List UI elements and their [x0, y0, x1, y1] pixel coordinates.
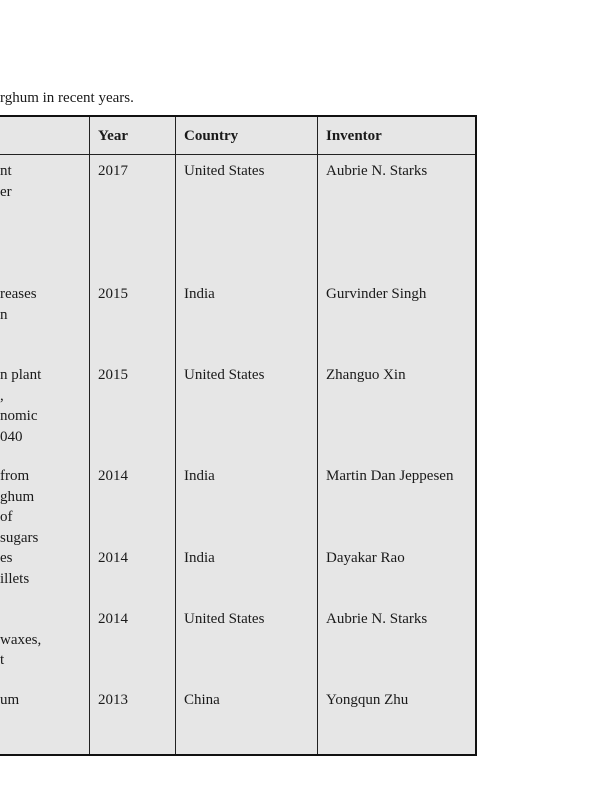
- country-cell: India: [184, 286, 215, 302]
- header-divider: [0, 154, 475, 155]
- description-line: n plant: [0, 367, 42, 383]
- year-cell: 2014: [98, 611, 128, 627]
- column-divider: [175, 117, 176, 754]
- year-cell: 2015: [98, 286, 128, 302]
- country-cell: India: [184, 468, 215, 484]
- description-cell: [0, 548, 29, 589]
- country-cell: United States: [184, 611, 265, 627]
- inventions-table: [0, 115, 477, 756]
- country-cell: India: [184, 550, 215, 566]
- year-cell: 2014: [98, 468, 128, 484]
- column-divider: [317, 117, 318, 754]
- inventor-cell: Aubrie N. Starks: [326, 611, 428, 627]
- description-line: illets: [0, 570, 30, 587]
- description-line: nt: [0, 163, 12, 179]
- description-line: nomic: [0, 408, 38, 424]
- description-line: t: [0, 652, 5, 668]
- description-line: n: [0, 306, 8, 323]
- inventor-cell: Aubrie N. Starks: [326, 163, 428, 179]
- inventor-cell: Zhanguo Xin: [326, 367, 406, 383]
- country-cell: United States: [184, 163, 265, 179]
- country-cell: United States: [184, 367, 265, 383]
- description-line: ghum: [0, 488, 35, 505]
- description-line: ,: [0, 387, 4, 404]
- description-line: waxes,: [0, 631, 42, 648]
- header-country: Country: [184, 128, 239, 144]
- description-cell: [0, 690, 19, 711]
- year-cell: 2017: [98, 163, 128, 179]
- description-line: 040: [0, 428, 23, 445]
- inventor-cell: Gurvinder Singh: [326, 286, 427, 302]
- description-line: um: [0, 692, 20, 708]
- header-year: Year: [98, 128, 128, 144]
- description-cell: [0, 365, 41, 447]
- description-line: er: [0, 183, 12, 200]
- table-caption: rghum in recent years.: [0, 90, 134, 106]
- description-line: es: [0, 550, 13, 566]
- year-cell: 2014: [98, 550, 128, 566]
- inventor-cell: Martin Dan Jeppesen: [326, 468, 454, 484]
- description-line: reases: [0, 286, 37, 302]
- inventor-cell: Dayakar Rao: [326, 550, 405, 566]
- year-cell: 2015: [98, 367, 128, 383]
- description-line: [0, 609, 41, 630]
- year-cell: 2013: [98, 692, 128, 708]
- description-cell: [0, 609, 41, 671]
- description-cell: [0, 284, 37, 325]
- country-cell: China: [184, 692, 220, 708]
- description-cell: [0, 161, 12, 202]
- description-line: from: [0, 468, 30, 484]
- column-divider: [89, 117, 90, 754]
- description-line: of: [0, 509, 13, 525]
- inventor-cell: Yongqun Zhu: [326, 692, 409, 708]
- description-line: sugars: [0, 529, 39, 546]
- header-inventor: Inventor: [326, 128, 382, 144]
- description-cell: [0, 466, 38, 548]
